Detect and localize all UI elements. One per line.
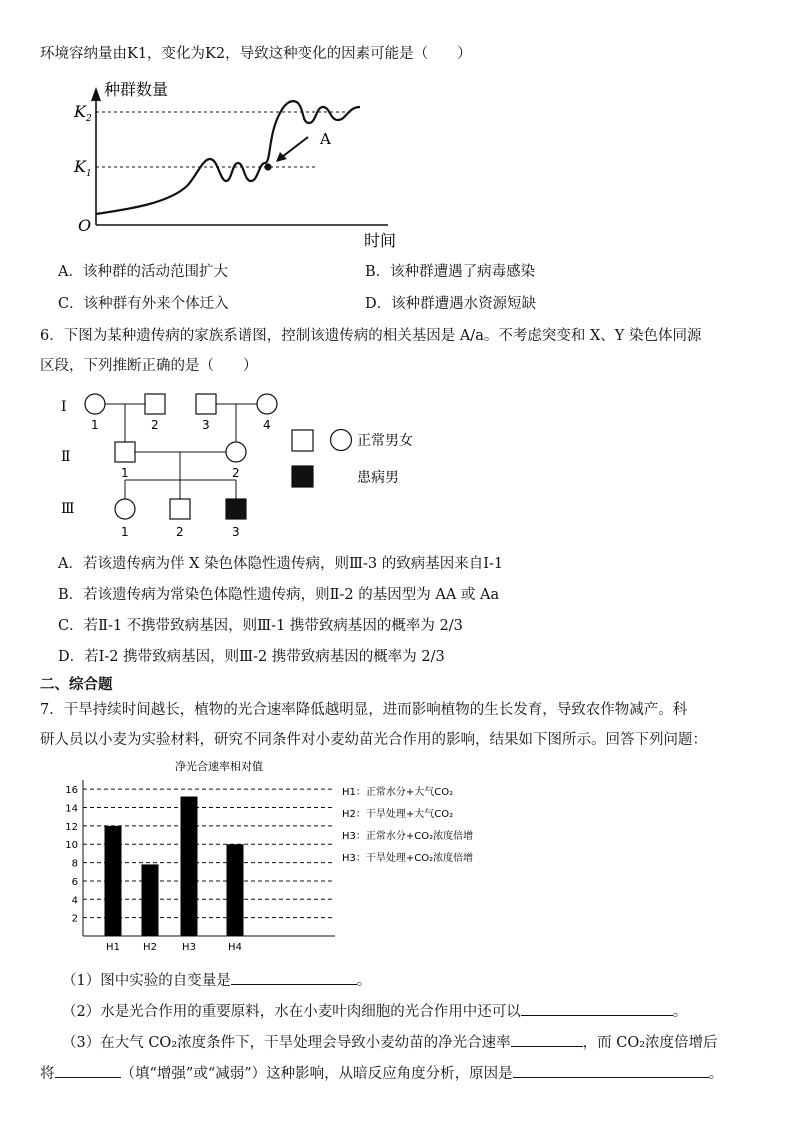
- point-a-label: A: [320, 130, 331, 148]
- q7-stem-line1: 7．干旱持续时间越长，植物的光合速率降低越明显，进而影响植物的生长发育，导致农作物减产。科: [40, 702, 688, 718]
- point-a-marker: [264, 163, 271, 170]
- legend-entry: H3：干旱处理+CO₂浓度倍增: [342, 853, 474, 864]
- ii-1-number: 1: [121, 466, 129, 480]
- y-tick-label: 14: [65, 803, 78, 815]
- q7-sub2: [62, 1001, 687, 1022]
- i-3-number: 3: [202, 418, 210, 432]
- q6-option-b[interactable]: B．若该遗传病为常染色体隐性遗传病，则Ⅱ-2 的基因型为 AA 或 Aa: [58, 587, 500, 603]
- iii-2-number: 2: [176, 525, 184, 539]
- generation-label-i: Ⅰ: [61, 399, 67, 415]
- legend-affected-label: 患病男: [357, 470, 399, 486]
- point-a-arrow: [282, 137, 308, 157]
- iii-3-number: 3: [232, 525, 240, 539]
- q7-sub3-answer-blank-2[interactable]: [55, 1063, 121, 1078]
- q7-sub3-end: 。: [708, 1066, 724, 1082]
- iii-1-female: [115, 499, 135, 519]
- q7-sub1-text: （1）图中实验的自变量是: [62, 973, 231, 989]
- q6-option-d[interactable]: D．若Ⅰ-2 携带致病基因，则Ⅲ-2 携带致病基因的概率为 2/3: [58, 649, 445, 665]
- q6-option-c[interactable]: C．若Ⅱ-1 不携带致病基因，则Ⅲ-1 携带致病基因的概率为 2/3: [58, 618, 463, 634]
- y-tick-label: 8: [71, 858, 78, 870]
- legend-affected-male: [292, 466, 313, 487]
- i-3-male: [196, 394, 216, 414]
- i-1-number: 1: [91, 418, 99, 432]
- q5-option-a[interactable]: A．该种群的活动范围扩大: [58, 264, 228, 280]
- chart-title: 净光合速率相对值: [175, 760, 263, 773]
- photosynthesis-bar-chart: [55, 756, 475, 956]
- q7-sub1-end: 。: [356, 973, 372, 989]
- q7-sub3-text-d: （填“增强”或“减弱”）这种影响，从暗反应角度分析，原因是: [120, 1066, 513, 1082]
- x-tick-label: H2: [143, 942, 157, 953]
- ii-1-male: [115, 442, 135, 462]
- legend-entry: H1：正常水分+大气CO₂: [342, 787, 454, 798]
- y-tick-label: 2: [71, 913, 78, 925]
- i-1-female: [85, 394, 105, 414]
- q7-sub3-answer-blank-1[interactable]: [511, 1032, 583, 1047]
- y-tick-label: 12: [65, 821, 78, 833]
- iii-3-affected-male: [226, 499, 246, 519]
- q7-sub3-text-b: ，而 CO₂浓度倍增后: [582, 1035, 718, 1051]
- bar-h1: [105, 826, 122, 936]
- x-axis-label: 时间: [364, 231, 397, 250]
- x-tick-label: H1: [106, 942, 120, 953]
- q5-option-b[interactable]: B．该种群遭遇了病毒感染: [365, 264, 536, 280]
- q5-option-d[interactable]: D．该种群遭遇水资源短缺: [365, 296, 537, 312]
- q6-stem-line1: 6．下图为某种遗传病的家族系谱图，控制该遗传病的相关基因是 A/a。不考虑突变和 X、Y 染色体同源: [40, 328, 702, 344]
- q7-sub1: [62, 970, 371, 991]
- bar-h4: [227, 844, 244, 936]
- bar-h2: [142, 864, 159, 936]
- x-tick-label: H3: [182, 942, 196, 953]
- y-axis-label: 种群数量: [104, 80, 169, 99]
- legend-entry: H2：干旱处理+大气CO₂: [342, 809, 454, 820]
- q7-sub3-text-c: 将: [40, 1066, 55, 1082]
- q7-sub2-end: 。: [672, 1004, 688, 1020]
- q7-sub3-line1: [62, 1032, 718, 1053]
- y-tick-label: 10: [65, 840, 78, 852]
- ii-2-female: [226, 442, 246, 462]
- section-heading: 二、综合题: [40, 677, 113, 693]
- y-tick-label: 4: [71, 895, 78, 907]
- k2-label: $K_2$: [74, 102, 92, 124]
- k1-label: $K_1$: [74, 157, 92, 179]
- legend-entry: H3：正常水分+CO₂浓度倍增: [342, 831, 474, 842]
- generation-label-ii: Ⅱ: [61, 449, 71, 465]
- i-2-male: [145, 394, 165, 414]
- q6-stem-line2: 区段，下列推断正确的是（ ）: [40, 358, 258, 374]
- q7-sub2-text: （2）水是光合作用的重要原料，水在小麦叶肉细胞的光合作用中还可以: [62, 1004, 521, 1020]
- q7-sub3-text-a: （3）在大气 CO₂浓度条件下，干旱处理会导致小麦幼苗的净光合速率: [62, 1035, 511, 1051]
- origin-label: O: [78, 216, 92, 235]
- legend-normal-male: [292, 430, 313, 451]
- x-tick-label: H4: [228, 942, 242, 953]
- legend-normal-female: [331, 430, 352, 451]
- q7-sub3-answer-blank-3[interactable]: [513, 1063, 709, 1078]
- q7-sub1-answer-blank[interactable]: [231, 970, 357, 985]
- q7-sub2-answer-blank[interactable]: [521, 1001, 673, 1016]
- y-tick-label: 16: [65, 785, 78, 797]
- pedigree-chart: [55, 385, 435, 545]
- population-curve: [96, 101, 360, 214]
- iii-1-number: 1: [121, 525, 129, 539]
- iii-2-male: [170, 499, 190, 519]
- q7-sub3-line2: [40, 1063, 723, 1084]
- ii-2-number: 2: [232, 466, 240, 480]
- i-4-number: 4: [263, 418, 271, 432]
- q6-option-a[interactable]: A．若该遗传病为伴 X 染色体隐性遗传病，则Ⅲ-3 的致病基因来自Ⅰ-1: [58, 556, 504, 572]
- q5-option-c[interactable]: C．该种群有外来个体迁入: [58, 296, 229, 312]
- q7-stem-line2: 研人员以小麦为实验材料，研究不同条件对小麦幼苗光合作用的影响，结果如下图所示。回答下列问题：: [40, 732, 707, 748]
- generation-label-iii: Ⅲ: [61, 501, 75, 517]
- bar-h3: [181, 797, 198, 936]
- y-tick-label: 6: [71, 876, 78, 888]
- y-axis-arrow: [91, 87, 101, 101]
- legend-normal-label: 正常男女: [357, 433, 413, 449]
- i-4-female: [257, 394, 277, 414]
- q5-stem: 环境容纳量由K1，变化为K2，导致这种变化的因素可能是（ ）: [40, 46, 472, 62]
- i-2-number: 2: [151, 418, 159, 432]
- population-growth-graph: [60, 75, 400, 250]
